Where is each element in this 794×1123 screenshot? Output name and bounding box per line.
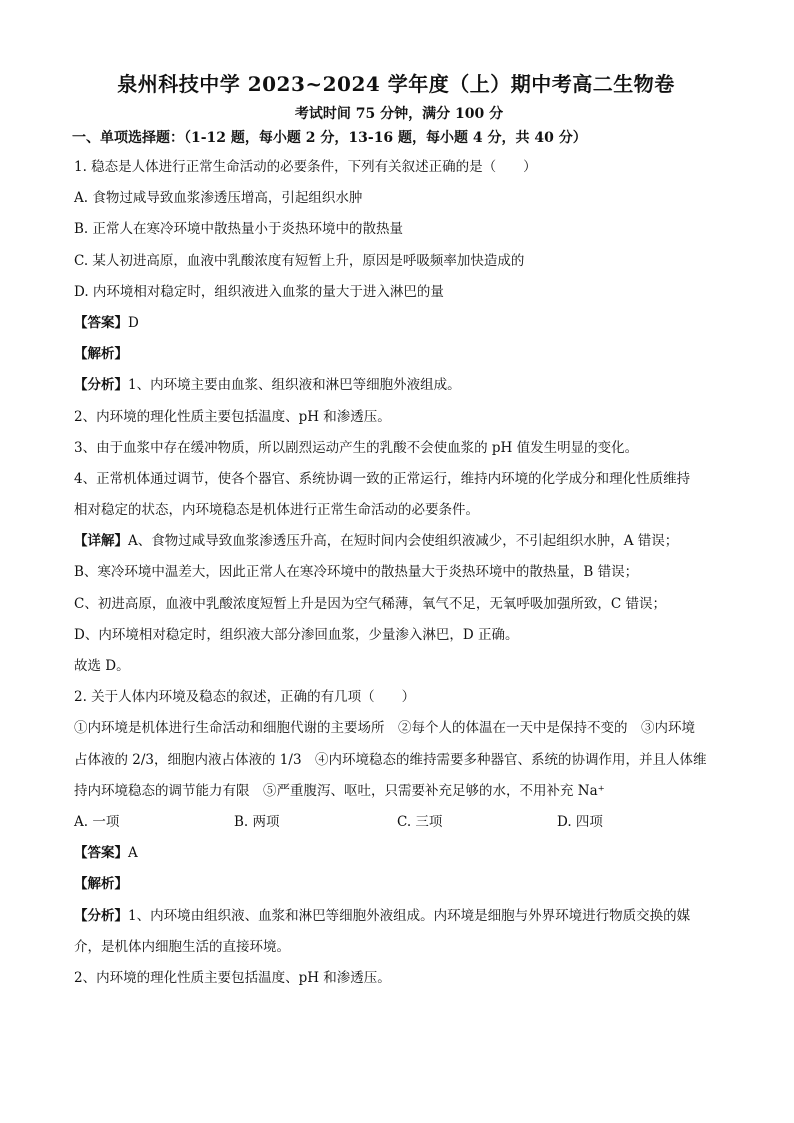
q1-xiangjie-line: C、初进高原，血液中乳酸浓度短暂上升是因为空气稀薄，氧气不足，无氧呼吸加强所致，C 错误； bbox=[74, 595, 666, 612]
q1-xiangjie-line: B、寒冷环境中温差大，因此正常人在寒冷环境中的散热量大于炎热环境中的散热量，B 错误； bbox=[74, 564, 639, 581]
q2-option-d: D. 四项 bbox=[557, 813, 603, 830]
q2-fenxi-line: 介，是机体内细胞生活的直接环境。 bbox=[74, 938, 290, 955]
q1-fenxi-line: 3、由于血浆中存在缓冲物质，所以剧烈运动产生的乳酸不会使血浆的 pH 值发生明显的变化。 bbox=[74, 439, 639, 456]
answer-value: A bbox=[128, 845, 138, 862]
q2-body-line: 占体液的 2/3，细胞内液占体液的 1/3 ④内环境稳态的维持需要多种器官、系统的协调作用，并且人体维 bbox=[74, 751, 707, 768]
q2-option-a: A. 一项 bbox=[74, 813, 120, 830]
fenxi-label: 【分析】 bbox=[74, 907, 128, 924]
q2-fenxi-line: 2、内环境的理化性质主要包括温度、pH 和渗透压。 bbox=[74, 969, 391, 986]
answer-label: 【答案】 bbox=[74, 314, 128, 331]
exam-page bbox=[74, 70, 724, 1000]
q2-analysis-label bbox=[74, 875, 724, 906]
answer-label: 【答案】 bbox=[74, 845, 128, 862]
q2-body-line: 持内环境稳态的调节能力有限 ⑤严重腹泻、呕吐，只需要补充足够的水，不用补充 Na⁺ bbox=[74, 782, 605, 799]
answer-value: D bbox=[128, 314, 139, 331]
question-2-stem: 2. 关于人体内环境及稳态的叙述，正确的有几项（ ） bbox=[74, 689, 416, 706]
q1-analysis-label bbox=[74, 345, 724, 376]
q2-options bbox=[74, 813, 724, 844]
q1-option-c: C. 某人初进高原，血液中乳酸浓度有短暂上升，原因是呼吸频率加快造成的 bbox=[74, 252, 525, 269]
q1-fenxi-line: 4、正常机体通过调节，使各个器官、系统协调一致的正常运行，维持内环境的化学成分和理化性质维持 bbox=[74, 470, 691, 487]
q1-option-b: B. 正常人在寒冷环境中散热量小于炎热环境中的散热量 bbox=[74, 221, 404, 238]
q1-xiangjie-line: D、内环境相对稳定时，组织液大部分渗回血浆，少量渗入淋巴，D 正确。 bbox=[74, 626, 519, 643]
fenxi-label: 【分析】 bbox=[74, 377, 128, 394]
q1-conclusion: 故选 D。 bbox=[74, 658, 130, 674]
q1-fenxi-line: 2、内环境的理化性质主要包括温度、pH 和渗透压。 bbox=[74, 408, 391, 425]
q1-answer bbox=[74, 314, 724, 345]
analysis-label: 【解析】 bbox=[74, 876, 128, 893]
q1-xiangjie-line bbox=[74, 532, 724, 563]
q1-fenxi-line: 相对稳定的状态，内环境稳态是机体进行正常生命活动的必要条件。 bbox=[74, 502, 479, 519]
fenxi-text: 1、内环境由组织液、血浆和淋巴等细胞外液组成。内环境是细胞与外界环境进行物质交换的媒 bbox=[128, 907, 691, 924]
q1-option-d: D. 内环境相对稳定时，组织液进入血浆的量大于进入淋巴的量 bbox=[74, 283, 444, 300]
xiangjie-label: 【详解】 bbox=[74, 533, 128, 550]
q1-fenxi-line bbox=[74, 376, 724, 407]
analysis-label: 【解析】 bbox=[74, 346, 128, 363]
q2-body-line: ①内环境是机体进行生命活动和细胞代谢的主要场所 ②每个人的体温在一天中是保持不变的 ③内环境 bbox=[74, 720, 695, 737]
q2-option-c: C. 三项 bbox=[397, 813, 443, 830]
section-heading: 一、单项选择题：（1-12 题，每小题 2 分，13-16 题，每小题 4 分，共 40 分） bbox=[72, 130, 587, 146]
q2-option-b: B. 两项 bbox=[234, 813, 280, 830]
q2-answer bbox=[74, 844, 724, 875]
q2-fenxi-line bbox=[74, 907, 724, 938]
question-1-stem: 1. 稳态是人体进行正常生命活动的必要条件，下列有关叙述正确的是（ ） bbox=[74, 159, 537, 175]
q1-option-a: A. 食物过咸导致血浆渗透压增高，引起组织水肿 bbox=[74, 190, 363, 207]
fenxi-text: 1、内环境主要由血浆、组织液和淋巴等细胞外液组成。 bbox=[128, 377, 461, 394]
xiangjie-text: A、食物过咸导致血浆渗透压升高，在短时间内会使组织液减少，不引起组织水肿，A 错误； bbox=[128, 533, 679, 550]
page-title: 泉州科技中学 2023~2024 学年度（上）期中考高二生物卷 bbox=[117, 72, 675, 96]
exam-info: 考试时间 75 分钟，满分 100 分 bbox=[294, 106, 504, 122]
